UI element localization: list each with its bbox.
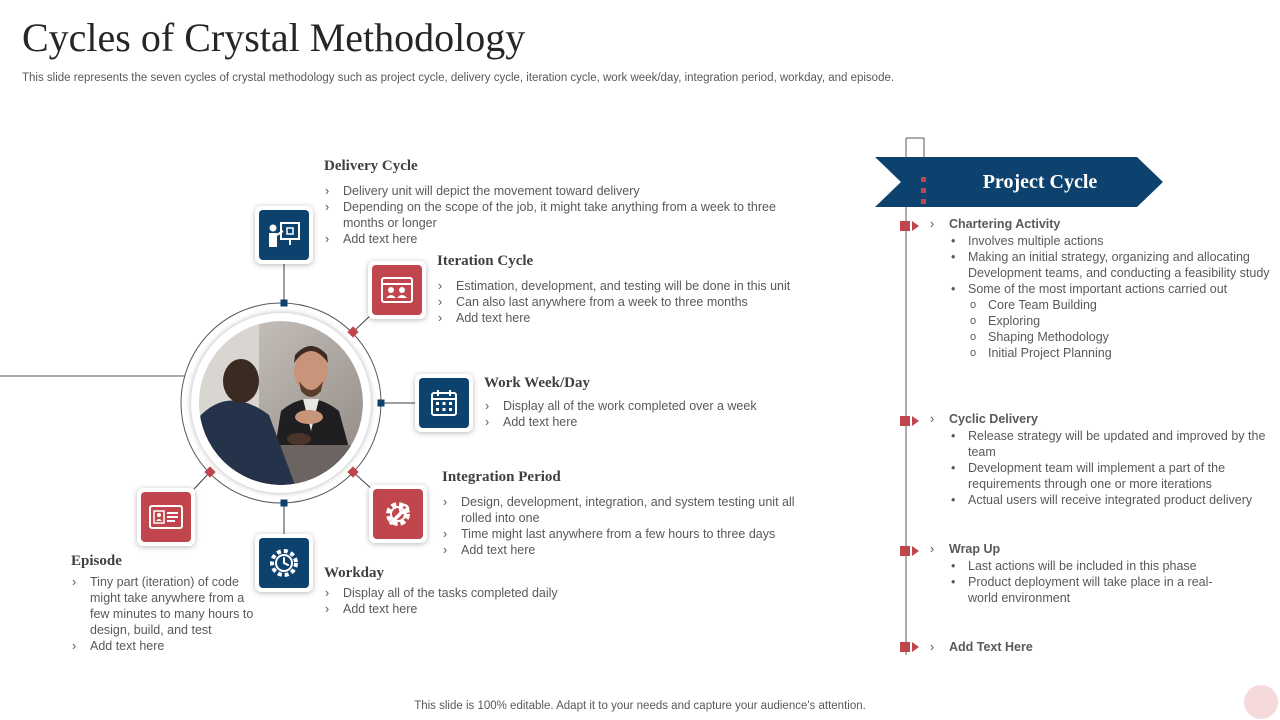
wrap-up-list [949, 558, 1239, 606]
list-item: › Add text here [324, 231, 784, 247]
banner-dots [919, 175, 929, 207]
list-item: o Core Team Building [949, 297, 1274, 313]
list-item: o Initial Project Planning [949, 345, 1274, 361]
episode-icon-box [137, 488, 195, 546]
delivery-cycle-title: Delivery Cycle [324, 158, 418, 174]
list-item: › Delivery unit will depict the movement toward delivery [324, 183, 784, 199]
list-item: o Shaping Methodology [949, 329, 1274, 345]
list-item: › Estimation, development, and testing will be done in this unit [437, 278, 837, 294]
episode-title: Episode [71, 553, 122, 569]
list-item: • Product deployment will take place in a real-world environment [949, 574, 1239, 606]
workday-icon-box [255, 534, 313, 592]
iteration-cycle-title: Iteration Cycle [437, 253, 534, 269]
list-item: • Making an initial strategy, organizing and allocating Development teams, and conducting a feasibility study [949, 249, 1274, 281]
list-item: • Involves multiple actions [949, 233, 1274, 249]
work-week-list [484, 398, 824, 430]
work-week-icon-box [415, 374, 473, 432]
timeline-marker [900, 220, 922, 232]
meeting-photo-image [199, 321, 363, 485]
timeline-marker [900, 641, 922, 653]
iteration-cycle-list [437, 278, 837, 326]
chartering-activity-list [949, 233, 1274, 361]
slide-title: Cycles of Crystal Methodology [22, 15, 526, 60]
list-item: • Last actions will be included in this phase [949, 558, 1239, 574]
center-photo-ring [191, 313, 371, 493]
project-cycle-title: Project Cycle [982, 171, 1098, 193]
add-text-here-title: › Add Text Here [949, 640, 1033, 654]
id-card-people-icon [381, 277, 413, 303]
presentation-board-icon [267, 221, 301, 249]
integration-period-title: Integration Period [442, 469, 561, 485]
gear-wrench-icon [382, 498, 414, 530]
list-item: › Add text here [71, 638, 263, 654]
episode-list [71, 574, 263, 654]
list-item: › Add text here [324, 601, 624, 617]
list-item: › Design, development, integration, and system testing unit all rolled into one [442, 494, 827, 526]
list-item: › Tiny part (iteration) of code might take anywhere from a few minutes to many hours to design, build, and test [71, 574, 263, 638]
list-item: • Release strategy will be updated and improved by the team [949, 428, 1277, 460]
cyclic-delivery-list [949, 428, 1277, 508]
wrap-up-title: › Wrap Up [949, 542, 1000, 556]
list-item: › Can also last anywhere from a week to three months [437, 294, 837, 310]
list-item: › Add text here [437, 310, 837, 326]
list-item: o Exploring [949, 313, 1274, 329]
integration-period-list [442, 494, 827, 558]
workday-title: Workday [324, 565, 385, 581]
list-item: › Add text here [442, 542, 827, 558]
list-item: • Actual users will receive integrated product delivery [949, 492, 1277, 508]
list-item: › Display all of the work completed over a week [484, 398, 824, 414]
list-item: › Display all of the tasks completed daily [324, 585, 624, 601]
work-week-title: Work Week/Day [484, 375, 590, 391]
cyclic-delivery-title: › Cyclic Delivery [949, 412, 1038, 426]
timeline-marker [900, 415, 922, 427]
workday-list [324, 585, 624, 617]
gear-clock-icon [268, 547, 300, 579]
list-item: › Depending on the scope of the job, it might take anything from a week to three months or longer [324, 199, 784, 231]
corner-decoration [1244, 685, 1278, 719]
id-badge-icon [149, 505, 183, 529]
list-item: › Add text here [484, 414, 824, 430]
timeline-marker [900, 545, 922, 557]
chartering-activity-title: › Chartering Activity [949, 217, 1060, 231]
calendar-icon [430, 389, 458, 417]
list-item: • Development team will implement a part of the requirements through one or more iterations [949, 460, 1277, 492]
delivery-cycle-icon-box [255, 206, 313, 264]
list-item: • Some of the most important actions carried out [949, 281, 1274, 297]
slide-footer: This slide is 100% editable. Adapt it to your needs and capture your audience's attention. [414, 700, 866, 712]
slide-subtitle: This slide represents the seven cycles of crystal methodology such as project cycle, delivery cycle, iteration cycle, work week/day, integration period, workday, and episode. [22, 72, 895, 84]
iteration-cycle-icon-box [368, 261, 426, 319]
list-item: › Time might last anywhere from a few hours to three days [442, 526, 827, 542]
delivery-cycle-list [324, 183, 784, 247]
integration-period-icon-box [369, 485, 427, 543]
